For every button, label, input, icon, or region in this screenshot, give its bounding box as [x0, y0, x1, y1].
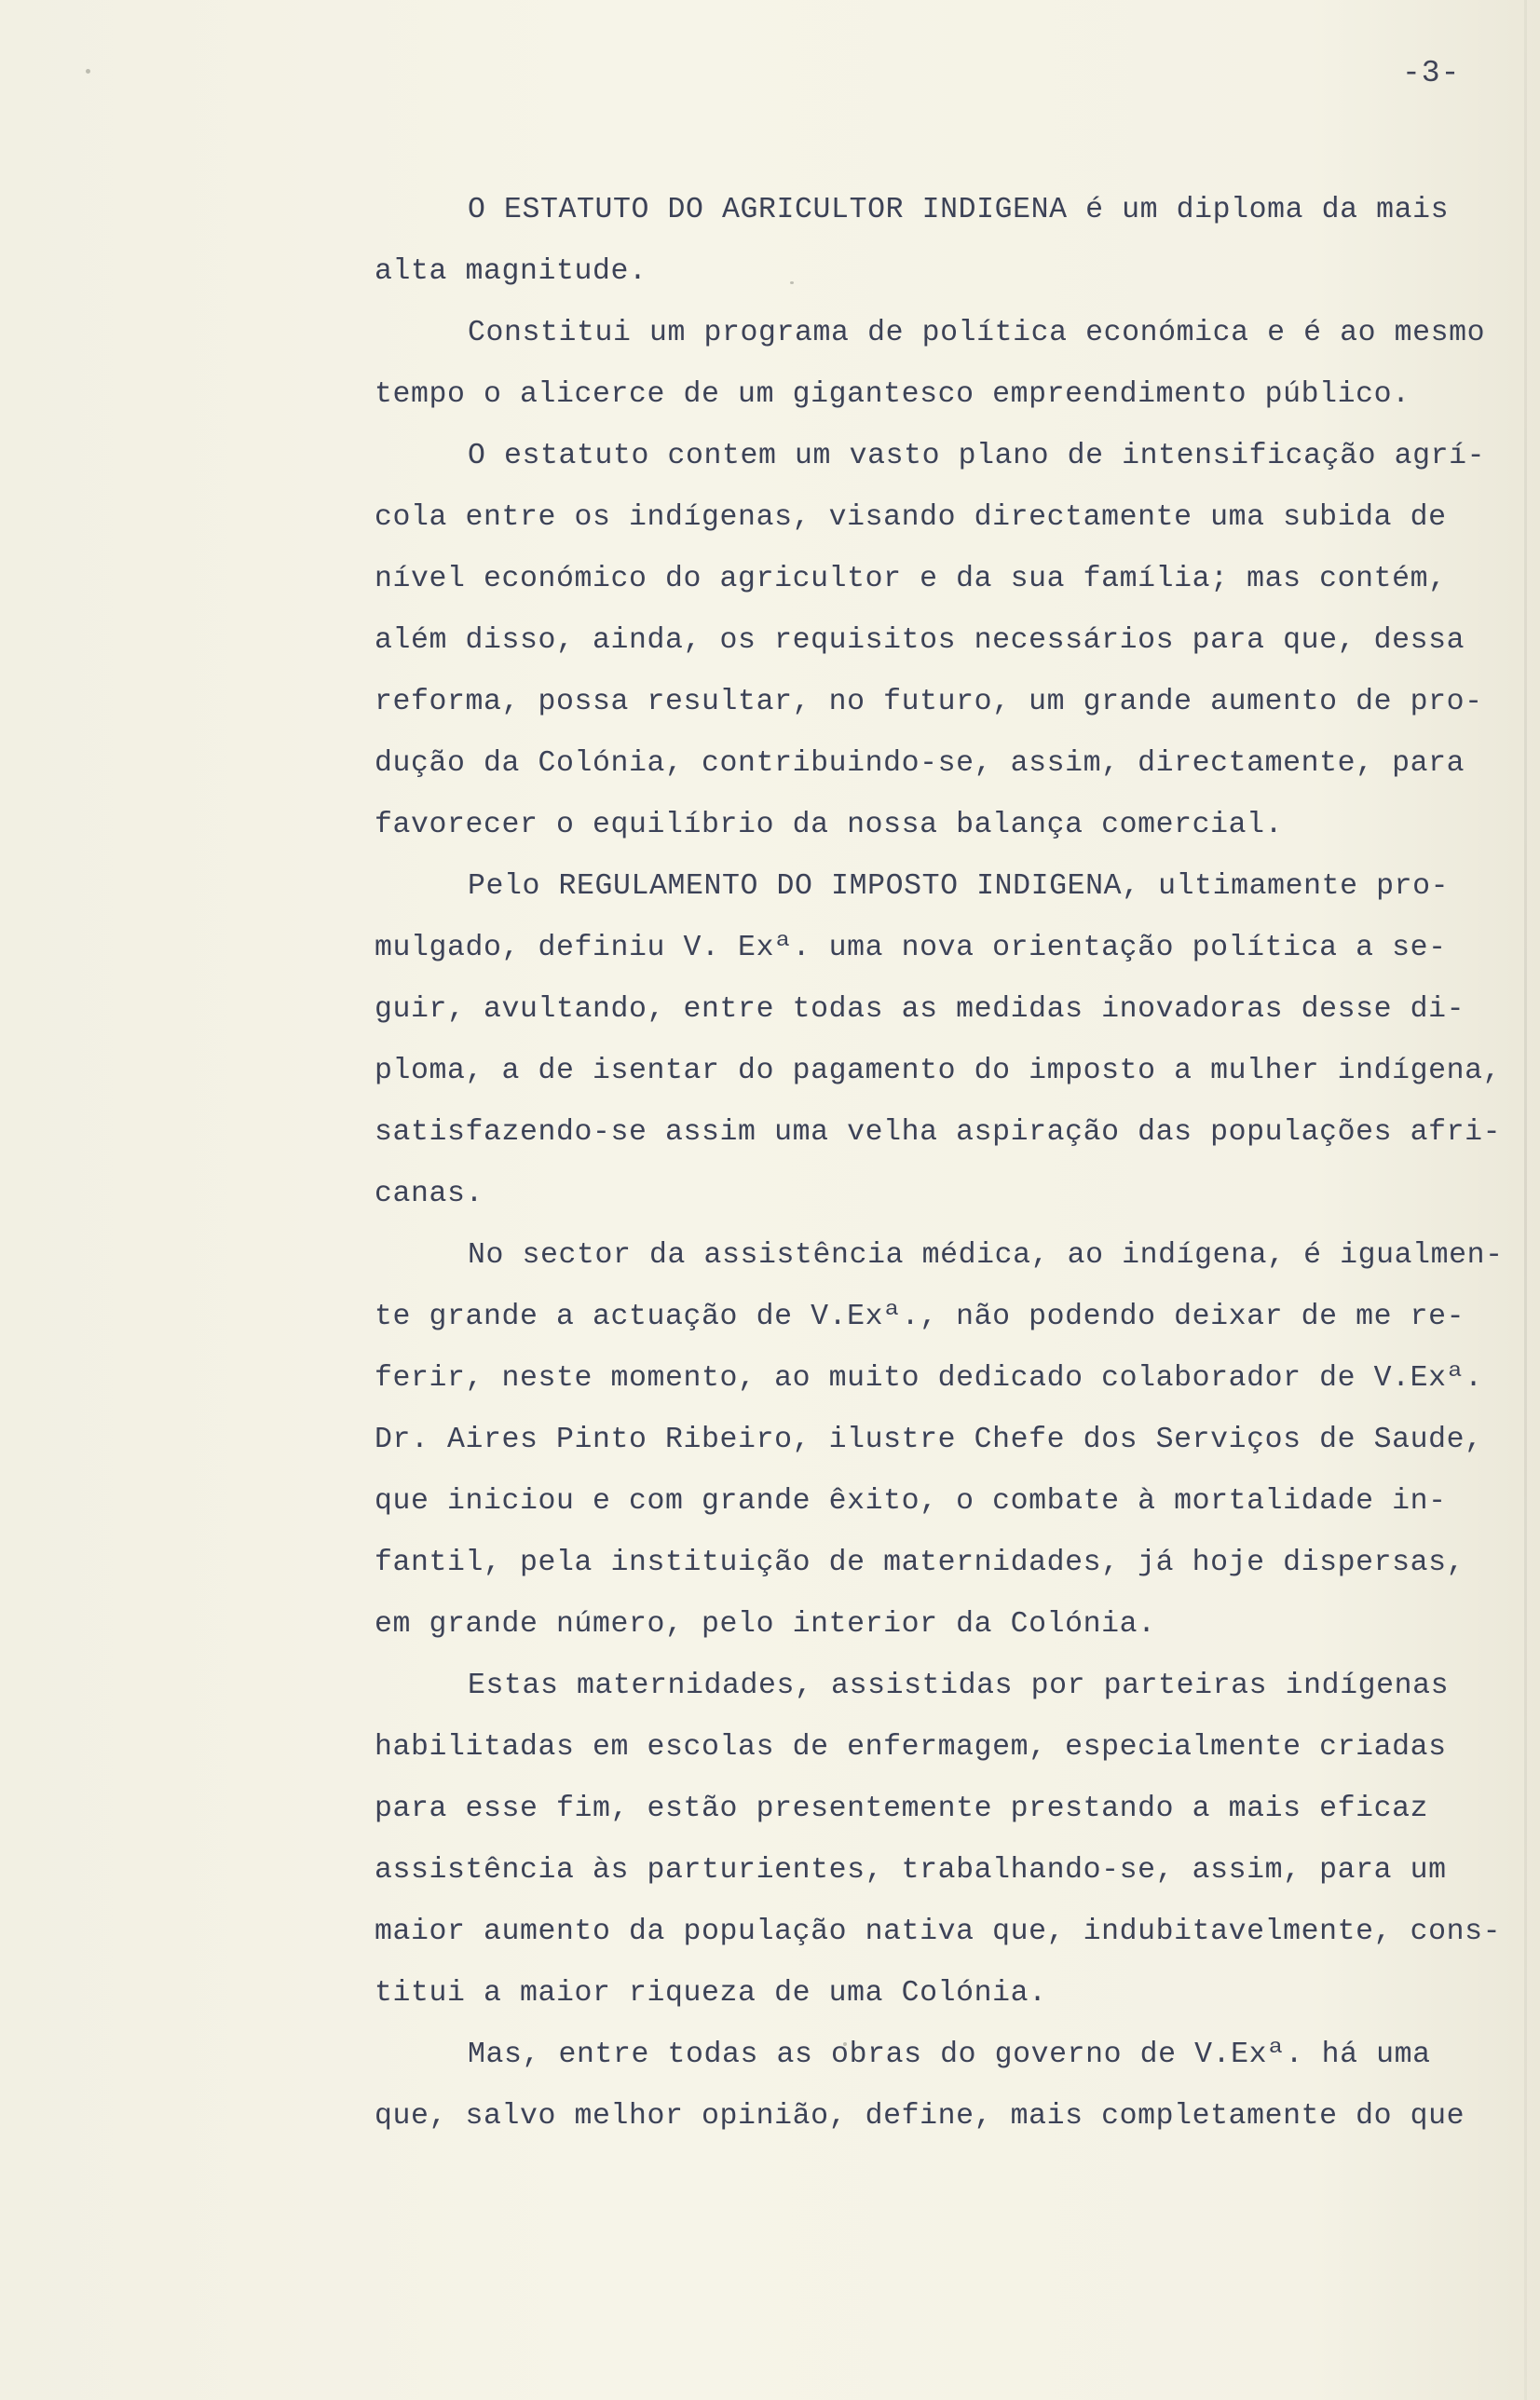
paragraph [375, 2025, 1502, 2148]
paragraph [375, 180, 1502, 303]
text-line: maior aumento da população nativa que, indubitavelmente, cons- [375, 1916, 1502, 1948]
text-line: O estatuto contem um vasto plano de intensificação agrí- [468, 440, 1486, 472]
text-line: nível económico do agricultor e da sua família; mas contém, [375, 563, 1447, 595]
paper-speck [86, 69, 90, 74]
text-line: dução da Colónia, contribuindo-se, assim, directamente, para [375, 747, 1465, 780]
text-line: reforma, possa resultar, no futuro, um grande aumento de pro- [375, 686, 1483, 718]
text-line: satisfazendo-se assim uma velha aspiração das populações afri- [375, 1116, 1502, 1149]
text-line: ferir, neste momento, ao muito dedicado colaborador de V.Exª. [375, 1362, 1483, 1395]
text-line: além disso, ainda, os requisitos necessários para que, dessa [375, 624, 1465, 657]
text-line: te grande a actuação de V.Exª., não podendo deixar de me re- [375, 1301, 1465, 1333]
paragraph [375, 426, 1502, 856]
body-text [375, 180, 1502, 2148]
paragraph [375, 1225, 1502, 1656]
text-line: titui a maior riqueza de uma Colónia. [375, 1977, 1047, 2010]
text-line: fantil, pela instituição de maternidades, já hoje dispersas, [375, 1547, 1465, 1579]
text-line: O ESTATUTO DO AGRICULTOR INDIGENA é um diploma da mais [468, 194, 1450, 226]
text-line: Constitui um programa de política económica e é ao mesmo [468, 317, 1486, 349]
text-line: Mas, entre todas as obras do governo de V.Exª. há uma [468, 2039, 1431, 2071]
text-line: mulgado, definiu V. Exª. uma nova orientação política a se- [375, 932, 1447, 964]
text-line: guir, avultando, entre todas as medidas inovadoras desse di- [375, 993, 1465, 1026]
text-line: assistência às parturientes, trabalhando-se, assim, para um [375, 1854, 1447, 1887]
text-line: que, salvo melhor opinião, define, mais completamente do que [375, 2100, 1465, 2133]
paragraph [375, 1656, 1502, 2025]
text-line: em grande número, pelo interior da Colónia. [375, 1608, 1156, 1641]
text-line: habilitadas em escolas de enfermagem, especialmente criadas [375, 1731, 1447, 1764]
text-line: No sector da assistência médica, ao indígena, é igualmen- [468, 1239, 1504, 1272]
paragraph [375, 856, 1502, 1225]
text-line: Estas maternidades, assistidas por parteiras indígenas [468, 1670, 1450, 1702]
text-line: Pelo REGULAMENTO DO IMPOSTO INDIGENA, ultimamente pro- [468, 870, 1450, 903]
text-line: ploma, a de isentar do pagamento do imposto a mulher indígena, [375, 1055, 1502, 1087]
text-line: tempo o alicerce de um gigantesco empreendimento público. [375, 378, 1411, 411]
text-line: para esse fim, estão presentemente prestando a mais eficaz [375, 1793, 1429, 1825]
paragraph [375, 303, 1502, 426]
page-number: -3- [1402, 56, 1461, 90]
text-line: alta magnitude. [375, 255, 647, 288]
text-line: favorecer o equilíbrio da nossa balança comercial. [375, 809, 1284, 841]
text-line: canas. [375, 1178, 484, 1210]
paper-fold [1524, 0, 1527, 2400]
text-line: Dr. Aires Pinto Ribeiro, ilustre Chefe dos Serviços de Saude, [375, 1424, 1483, 1456]
text-line: cola entre os indígenas, visando directamente uma subida de [375, 501, 1447, 534]
text-line: que iniciou e com grande êxito, o combate à mortalidade in- [375, 1485, 1447, 1518]
